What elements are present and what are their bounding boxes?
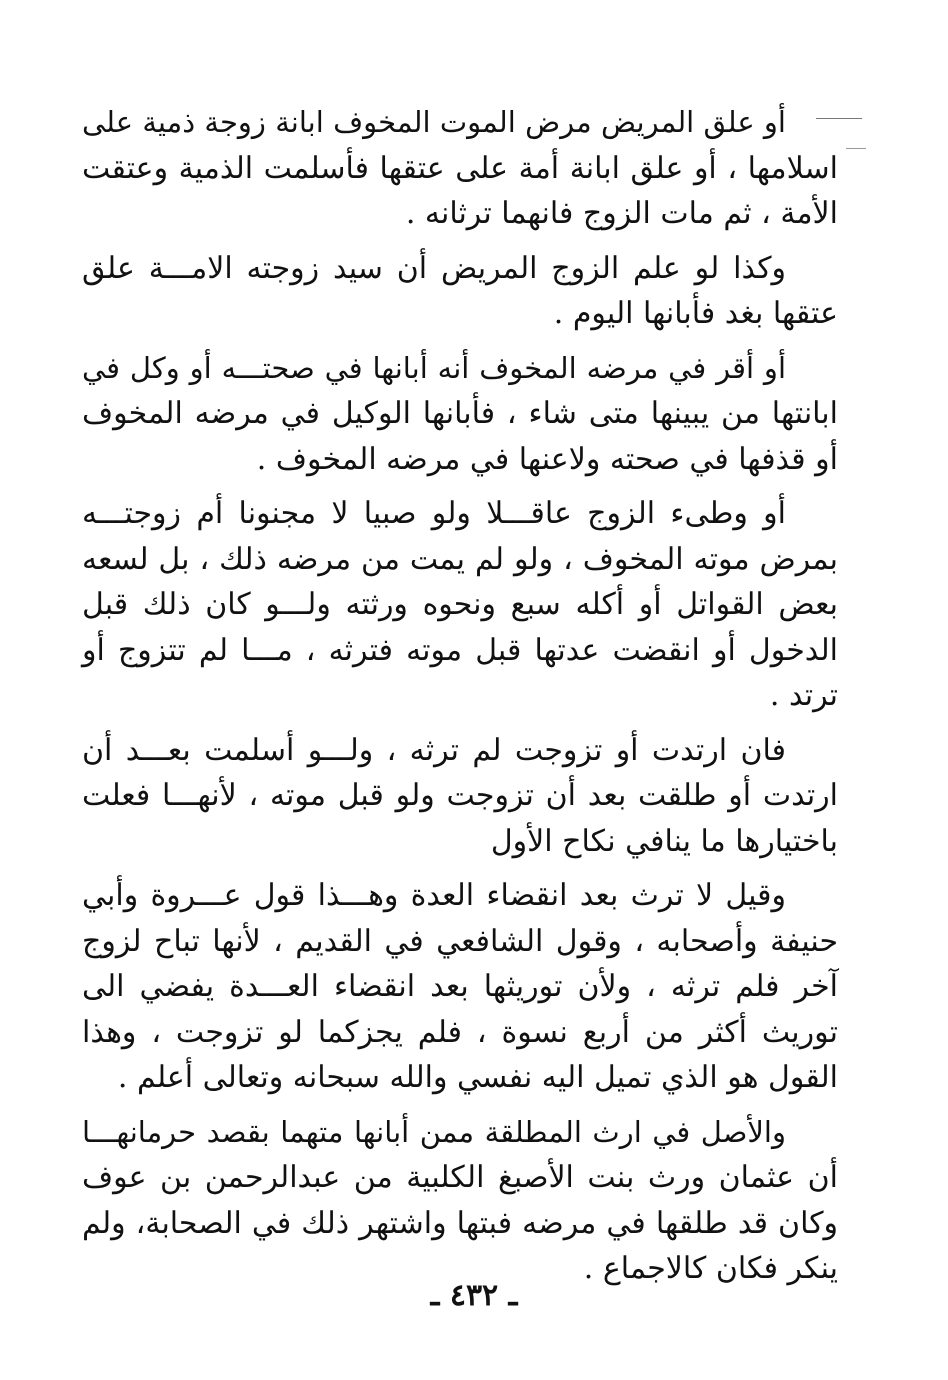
margin-mark [846, 148, 866, 149]
text-line: وقيل لا ترث بعد انقضاء العدة وهـــذا قول عـــروة وأبي [82, 878, 786, 913]
text-line: أو أقر في مرضه المخوف أنه أبانها في صحتـــه أو وكل في [82, 350, 786, 385]
paragraph-3 [82, 346, 838, 483]
text-line: باختيارها ما ينافي نكاح الأول [490, 823, 838, 859]
text-line: الأمة ، ثم مات الزوج فانهما ترثانه . [405, 196, 838, 231]
page-number: ـ ٤٣٢ ـ [430, 1278, 518, 1313]
text-line: ينكر فكان كالاجماع . [583, 1251, 838, 1286]
text-line: الدخول أو انقضت عدتها قبل موته فترثه ، مـــا لم تتزوج أو [82, 632, 838, 668]
paragraph-4 [82, 491, 838, 719]
text-line: أو وطىء الزوج عاقـــلا ولو صبيا لا مجنونا أم زوجتـــه [82, 496, 786, 531]
text-line: ابانتها من يبينها متى شاء ، فأبانها الوكيل في مرضه المخوف [82, 396, 838, 431]
text-line: حنيفة وأصحابه ، وقول الشافعي في القديم ، لأنها تباح لزوج [82, 923, 838, 959]
paragraph-1 [82, 100, 838, 237]
text-line: توريث أكثر من أربع نسوة ، فلم يجزكما لو تزوجت ، وهذا [82, 1014, 838, 1050]
paragraph-2 [82, 246, 838, 337]
text-line: فان ارتدت أو تزوجت لم ترثه ، ولـــو أسلمت بعـــد أن [82, 732, 786, 768]
text-line: عتقها بغد فأبانها اليوم . [553, 296, 838, 331]
text-line: والأصل في ارث المطلقة ممن أبانها متهما بقصد حرمانهـــا [82, 1114, 786, 1149]
text-line: أن عثمان ورث بنت الأصبغ الكلبية من عبدالرحمن بن عوف [82, 1160, 838, 1195]
text-line: بعض القواتل أو أكله سبع ونحوه ورثته ولـــو كان ذلك قبل [82, 587, 838, 622]
paragraph-7 [82, 1110, 838, 1292]
text-line: ترتد . [769, 678, 838, 713]
paragraph-6 [82, 873, 838, 1101]
text-line: أو قذفها في صحته ولاعنها في مرضه المخوف . [256, 441, 838, 477]
text-line: وكان قد طلقها في مرضه فبتها واشتهر ذلك في الصحابة، ولم [82, 1205, 838, 1241]
text-line: وكذا لو علم الزوج المريض أن سيد زوجته الامـــة علق [82, 250, 786, 286]
text-line: اسلامها ، أو علق ابانة أمة على عتقها فأسلمت الذمية وعتقت [82, 150, 838, 186]
page-body-text [82, 100, 838, 1301]
text-line: آخر فلم ترثه ، ولأن توريثها بعد انقضاء العـــدة يفضي الى [82, 969, 838, 1004]
text-line: أو علق المريض مرض الموت المخوف ابانة زوجة ذمية على [82, 105, 786, 139]
text-line: ارتدت أو طلقت بعد أن تزوجت ولو قبل موته ، لأنهـــا فعلت [82, 778, 838, 813]
text-line: بمرض موته المخوف ، ولو لم يمت من مرضه ذلك ، بل لسعه [82, 541, 838, 577]
paragraph-5 [82, 728, 838, 865]
text-line: القول هو الذي تميل اليه نفسي والله سبحانه وتعالى أعلم . [117, 1060, 838, 1095]
